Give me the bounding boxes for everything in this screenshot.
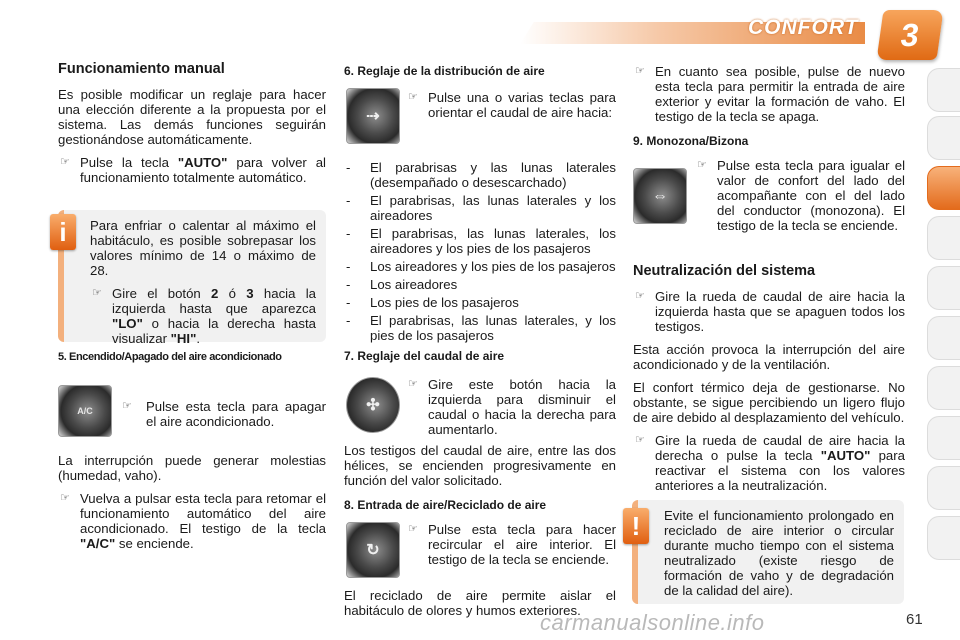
instruction-bullet: [695, 158, 905, 233]
bullet-text: .: [196, 331, 201, 346]
instruction-bullet: [406, 90, 616, 120]
section-heading: Neutralización del sistema: [633, 263, 816, 279]
bullet-text: se enciende.: [115, 536, 194, 551]
list-item: - Los pies de los pasajeros: [344, 295, 616, 310]
info-text: Para enfriar o calentar al máximo el habitáculo, es posible sobrepasar los valores mínimo de 14 o máximo de 28.: [90, 218, 316, 278]
page-number: 61: [906, 611, 923, 628]
info-icon: i: [50, 214, 76, 250]
key-label: "HI": [170, 331, 197, 346]
instruction-bullet: [58, 155, 326, 185]
page-header: [0, 0, 960, 52]
paragraph: El reciclado de aire permite aislar el habitáculo de olores y humos exteriores.: [344, 588, 616, 618]
key-label: "AUTO": [177, 155, 228, 170]
bullet-text: Gire el botón: [112, 286, 212, 301]
pointing-hand-icon: ☞: [92, 287, 102, 299]
bullet-text: para reactivar el sistema con los valores anteriores a la neutralización.: [655, 448, 905, 493]
pointing-hand-icon: ☞: [635, 290, 645, 302]
bullet-text: Pulse la tecla: [80, 155, 178, 170]
air-distribution-icon: ⇢: [366, 107, 380, 125]
paragraph: Esta acción provoca la interrupción del aire acondicionado y de la ventilación.: [633, 342, 905, 372]
bullet-text: Gire la rueda de caudal de aire hacia la izquierda hasta que se apaguen todos los testigos.: [655, 289, 905, 334]
instruction-bullet: [406, 377, 616, 437]
instruction-bullet: [98, 399, 326, 429]
bullet-text: Gire este botón hacia la izquierda para disminuir el caudal o hacia la derecha para aumentarlo.: [428, 377, 616, 437]
section-9-row: [633, 158, 905, 250]
recirculation-button-image: [346, 522, 400, 578]
paragraph: Es posible modificar un reglaje para hacer una elección diferente a la propuesta por el sistema. Las demás funciones seguirán gestionándose automáticamente.: [58, 87, 326, 147]
dual-zone-icon: ⇔: [652, 187, 668, 205]
section-5: [58, 350, 326, 559]
pointing-hand-icon: ☞: [697, 159, 707, 171]
column-left: [58, 58, 326, 193]
warning-icon: !: [623, 508, 649, 544]
list-item: - Los aireadores: [344, 277, 616, 292]
section-title: 5. Encendido/Apagado del aire acondicionado: [58, 351, 282, 363]
recirculation-icon: ↻: [366, 541, 380, 559]
pointing-hand-icon: ☞: [635, 65, 645, 77]
bullet-text: hacia la izquierda hasta que aparezca: [112, 286, 317, 316]
air-distribution-control-image: [346, 88, 400, 144]
section-heading: Funcionamiento manual: [58, 61, 225, 77]
bullet-text: Pulse una o varias teclas para orientar el caudal de aire hacia:: [428, 90, 616, 120]
chapter-tab[interactable]: [927, 116, 960, 160]
section-5-row: [58, 373, 326, 445]
key-label: "AUTO": [820, 448, 871, 463]
chapter-tab[interactable]: [927, 316, 960, 360]
bullet-text: para volver al funcionamiento totalmente automático.: [80, 155, 326, 185]
chapter-tab[interactable]: [927, 466, 960, 510]
key-label: "LO": [112, 316, 143, 331]
bullet-text: ó: [218, 286, 247, 301]
list-item: - El parabrisas, las lunas laterales, y los pies de los pasajeros: [344, 313, 616, 343]
watermark: carmanualsonline.info: [540, 610, 765, 635]
paragraph: Los testigos del caudal de aire, entre las dos hélices, se encienden progresivamente en función del valor solicitado.: [344, 443, 616, 488]
pointing-hand-icon: ☞: [408, 378, 418, 390]
chapter-tab-active[interactable]: [927, 166, 960, 210]
air-flow-dial-image: [346, 377, 400, 433]
chapter-tab[interactable]: [927, 216, 960, 260]
list-item: - El parabrisas, las lunas laterales y los aireadores: [344, 193, 616, 223]
instruction-bullet: [633, 64, 905, 124]
instruction-bullet: [633, 289, 905, 334]
monozone-button-image: [633, 168, 687, 224]
section-7-row: [344, 373, 616, 437]
distribution-options-list: [344, 160, 616, 343]
info-note: [58, 210, 326, 346]
bullet-text: Gire la rueda de caudal de aire hacia la derecha o pulse la tecla: [655, 433, 905, 463]
pointing-hand-icon: ☞: [635, 434, 645, 446]
chapter-tab[interactable]: [927, 68, 960, 112]
instruction-bullet: [58, 491, 326, 551]
column-right: [633, 64, 905, 501]
key-label: 2: [211, 286, 219, 301]
section-6-row: [344, 88, 616, 150]
instruction-bullet: [90, 286, 316, 346]
bullet-text: Pulse esta tecla para apagar el aire acondicionado.: [146, 399, 326, 429]
pointing-hand-icon: ☞: [60, 156, 70, 168]
bullet-text: Pulse esta tecla para hacer recircular el aire interior. El testigo de la tecla se enciende.: [428, 522, 616, 567]
paragraph: El confort térmico deja de gestionarse. No obstante, se sigue percibiendo un ligero flujo de aire debido al desplazamiento del vehículo.: [633, 380, 905, 425]
key-label: 3: [246, 286, 254, 301]
instruction-bullet: [406, 522, 616, 567]
chapter-tab[interactable]: [927, 266, 960, 310]
chapter-tab[interactable]: [927, 416, 960, 460]
bullet-text: Vuelva a pulsar esta tecla para retomar el funcionamiento automático del aire acondicionado. El testigo de la tecla: [80, 491, 326, 536]
list-item: - El parabrisas y las lunas laterales (desempañado o desescarchado): [344, 160, 616, 190]
warning-text: Evite el funcionamiento prolongado en reciclado de aire interior o circular durante mucho tiempo con el sistema neutralizado (existe riesgo de formación de vaho y de degradación de la calidad del aire).: [664, 508, 894, 598]
warning-note: [632, 500, 904, 604]
fan-icon: ✣: [366, 396, 380, 414]
paragraph: La interrupción puede generar molestias (humedad, vaho).: [58, 453, 326, 483]
pointing-hand-icon: ☞: [408, 91, 418, 103]
section-title: 6. Reglaje de la distribución de aire: [344, 64, 545, 78]
bullet-text: o hacia la derecha hasta visualizar: [112, 316, 316, 346]
ac-label: A/C: [77, 405, 93, 416]
chapter-tab[interactable]: [927, 516, 960, 560]
list-item: - Los aireadores y los pies de los pasajeros: [344, 259, 616, 274]
instruction-bullet: [633, 433, 905, 493]
chapter-tab[interactable]: [927, 366, 960, 410]
section-title: 9. Monozona/Bizona: [633, 134, 749, 148]
chapter-title: CONFORT: [748, 16, 859, 39]
list-item: - El parabrisas, las lunas laterales, los aireadores y los pies de los pasajeros: [344, 226, 616, 256]
pointing-hand-icon: ☞: [408, 523, 418, 535]
bullet-text: En cuanto sea posible, pulse de nuevo esta tecla para permitir la entrada de aire exterior y evitar la formación de vaho. El testigo de la tecla se apaga.: [655, 64, 905, 124]
key-label: "A/C": [80, 536, 116, 551]
pointing-hand-icon: ☞: [122, 400, 132, 412]
column-middle: [344, 64, 616, 626]
pointing-hand-icon: ☞: [60, 492, 70, 504]
chapter-tabs: [927, 68, 960, 588]
bullet-text: Pulse esta tecla para igualar el valor de confort del lado del acompañante con el del lado del conductor (monozona). El testigo de la tecla se enciende.: [717, 158, 905, 233]
section-title: 8. Entrada de aire/Reciclado de aire: [344, 498, 547, 512]
section-8-row: [344, 522, 616, 584]
chapter-number-badge: 3: [876, 10, 943, 60]
section-title: 7. Reglaje del caudal de aire: [344, 349, 505, 363]
